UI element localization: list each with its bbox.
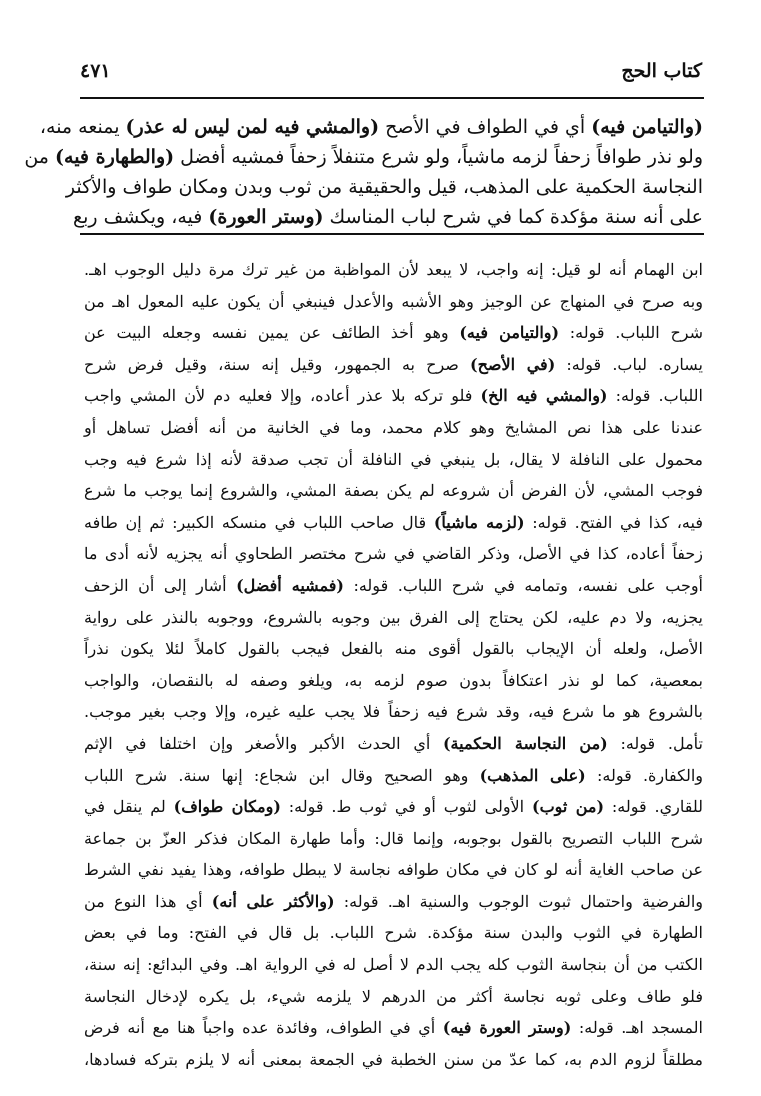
main-text-line: [39, 112, 703, 142]
quoted-phrase: (على المذهب): [479, 765, 586, 785]
commentary-line: [84, 254, 703, 286]
commentary-line: [84, 507, 703, 539]
commentary-line: [84, 917, 703, 949]
text-segment: يمنعه منه،: [39, 116, 126, 138]
text-segment: يساره. لباب. قوله:: [555, 354, 703, 374]
commentary-line: [84, 791, 703, 823]
text-segment: فلو تركه بلا عذر أعاده، وإلا فعليه دم لأن المشي واجب: [84, 386, 481, 406]
text-segment: المسجد اهـ. قوله:: [571, 1018, 703, 1038]
text-segment: وهو أخذ الطائف عن يمين نفسه وجعله البيت عن: [84, 323, 460, 343]
quoted-phrase: (والمشي فيه الخ): [480, 386, 608, 406]
commentary-line: [84, 665, 703, 697]
text-segment: فيه، كذا في الفتح. قوله:: [524, 512, 703, 532]
commentary-line: [84, 886, 703, 918]
quoted-phrase: (لزمه ماشياً): [433, 512, 525, 532]
text-segment: الأصل، ولعله أن الإيجاب بالقول أقوى منه بالفعل فيجب بالقول كاملاً لئلا يكون نذراً: [84, 639, 703, 659]
text-segment: والكفارة. قوله:: [585, 765, 704, 785]
text-segment: محمول على النافلة لا يقال، بل ينبغي في النافلة أن تجب صدقة لأنه إذا شرع فيه وجب: [84, 449, 703, 469]
text-segment: والفرضية واحتمال ثبوت الوجوب والسنية اهـ. قوله:: [334, 891, 703, 911]
commentary-line: [84, 412, 703, 444]
commentary-line: [84, 823, 703, 855]
quoted-phrase: (والتيامن فيه): [459, 323, 560, 343]
text-segment: أوجب على نفسه، وتمامه في شرح اللباب. قوله:: [343, 575, 704, 595]
commentary-line: [84, 1044, 703, 1076]
text-segment: الطهارة في الثوب والبدن سنة مؤكدة. شرح اللباب. بل قال في الفتح: وما في بعض: [84, 923, 703, 943]
text-segment: عندنا على هذا نص المشايخ وهو كلام محمد، وما في الخانية من أنه أفضل تساهل أو: [84, 417, 704, 437]
text-segment: اللباب. قوله:: [607, 386, 703, 406]
text-segment: قال صاحب اللباب في منسكه الكبير: ثم إن طافه: [84, 512, 434, 532]
commentary-line: [84, 570, 703, 602]
running-header: [80, 54, 702, 90]
text-segment: صرح به الجمهور، وقيل إنه سنة، وقيل فرض شرح: [84, 354, 471, 374]
commentary-line: [84, 949, 703, 981]
text-segment: أي هذا النوع من: [84, 891, 212, 911]
text-segment: مطلقاً لزوم الدم به، كما عدّ من سنن الخطبة في الجمعة بمعنى أنه لا يلزم بتركه فسادها،: [84, 1049, 703, 1069]
text-segment: عن صاحب الغاية أنه لو كان في مكان طوافه نجاسة لا يبطل طوافه، وهذا يفيد نفي الشرط: [84, 860, 703, 880]
commentary-line: [84, 475, 703, 507]
commentary-line: [84, 380, 703, 412]
commentary-line: [84, 1012, 703, 1044]
text-segment: فوجب المشي، لأن الفرض أن شروعه لم يكن بصفة المشي، والشروع إنما يوجب ما شرع: [84, 481, 703, 501]
commentary-line: [84, 286, 703, 318]
chapter-title: كتاب الحج: [621, 60, 702, 82]
quoted-phrase: (من النجاسة الحكمية): [442, 733, 608, 753]
quoted-phrase: (في الأصح): [470, 354, 556, 374]
commentary-line: [84, 854, 703, 886]
main-text: [24, 112, 703, 232]
text-segment: بالشروع هو ما شرع فيه، وقد شرع فيه زحفاً فلا يجب عليه غيره، وإلا وجب بغير موجب.: [84, 702, 703, 722]
text-segment: وهو الصحيح وقال ابن شجاع: إنها سنة. شرح اللباب: [84, 765, 480, 785]
text-segment: من: [24, 146, 56, 168]
commentary-line: [84, 728, 703, 760]
text-segment: للقاري. قوله:: [604, 797, 704, 817]
quoted-phrase: (والطهارة فيه): [55, 146, 175, 168]
quoted-phrase: (والأكثر على أنه): [211, 891, 335, 911]
text-segment: النجاسة الحكمية على المذهب، قيل والحقيقية من ثوب وبدن ومكان طواف والأكثر: [65, 176, 703, 198]
text-segment: فلو طاف وعلى ثوبه نجاسة أكثر من الدرهم لا يلزمه شيء، بل يكره لإدخال النجاسة: [84, 986, 703, 1006]
commentary-line: [84, 696, 703, 728]
commentary-line: [84, 633, 703, 665]
quoted-phrase: (وستر العورة): [208, 206, 324, 228]
commentary-line: [84, 349, 703, 381]
text-segment: فيه، ويكشف ربع: [73, 206, 209, 228]
quoted-phrase: (والمشي فيه لمن ليس له عذر): [125, 116, 380, 138]
quoted-phrase: (من ثوب): [532, 797, 605, 817]
commentary-line: [84, 602, 703, 634]
text-segment: أي في الطواف، وفائدة عده واجباً هنا مع أنه فرض: [84, 1018, 443, 1038]
text-segment: الكتب من أن بنجاسة الثوب كله يجب الدم لا أصل له في الرواية اهـ. وفي البدائع: إنه سنة،: [84, 955, 703, 975]
main-text-line: [73, 202, 703, 232]
commentary-line: [84, 444, 703, 476]
commentary-line: [84, 317, 703, 349]
commentary-line: [84, 981, 703, 1013]
text-segment: لم ينقل في: [84, 797, 174, 817]
main-text-line: [65, 172, 703, 202]
commentary-line: [84, 538, 703, 570]
text-segment: يجزيه، ولا دم عليه، لكن يحتاج إلى الفرق بين وجوبه بالشروع، ووجوبه بالنذر على رواية: [84, 607, 703, 627]
quoted-phrase: (فمشيه أفضل): [236, 575, 344, 595]
text-segment: وبه صرح في المنهاج عن الوجيز وهو الأشبه والأعدل فينبغي أن يكون عليه المعول اهـ من: [84, 291, 703, 311]
main-text-line: [24, 142, 703, 172]
text-segment: زحفاً أعاده، كذا في الأصل، وذكر القاضي في شرح مختصر الطحاوي أنه يجزيه لأنه أدى ما: [84, 544, 703, 564]
text-segment: أشار إلى أن الزحف: [84, 575, 237, 595]
page-number: ٤٧١: [80, 60, 111, 82]
footnote-divider: [80, 233, 704, 235]
text-segment: أي الحدث الأكبر والأصغر وإن اختلفا في الإثم: [84, 733, 443, 753]
quoted-phrase: (وستر العورة فيه): [442, 1018, 572, 1038]
text-segment: بمعصية، كما لو نذر اعتكافاً بدون صوم لزمه به، ويلغو وصفه له بالنقصان، والواجب: [84, 670, 703, 690]
text-segment: شرح اللباب التصريح بالقول بوجوبه، وإنما قال: وأما طهارة المكان فذكر العزّ بن جماعة: [84, 828, 703, 848]
text-segment: ابن الهمام أنه لو قيل: إنه واجب، لا يبعد لأن المواظبة من غير ترك مرة دليل الوجوب اهـ.: [84, 260, 703, 279]
text-segment: تأمل. قوله:: [607, 733, 703, 753]
quoted-phrase: (والتيامن فيه): [591, 116, 703, 138]
text-segment: شرح اللباب. قوله:: [559, 323, 703, 343]
text-segment: أي في الطواف في الأصح: [379, 116, 592, 138]
text-segment: ولو نذر طوافاً زحفاً لزمه ماشياً، ولو شرع متنفلاً زحفاً فمشيه أفضل: [174, 146, 703, 168]
header-rule: [80, 97, 704, 99]
text-segment: الأولى لثوب أو في ثوب ط. قوله:: [280, 797, 533, 817]
commentary-text: [84, 254, 703, 1075]
quoted-phrase: (ومكان طواف): [173, 797, 281, 817]
text-segment: على أنه سنة مؤكدة كما في شرح لباب المناسك: [323, 206, 703, 228]
commentary-line: [84, 760, 703, 792]
